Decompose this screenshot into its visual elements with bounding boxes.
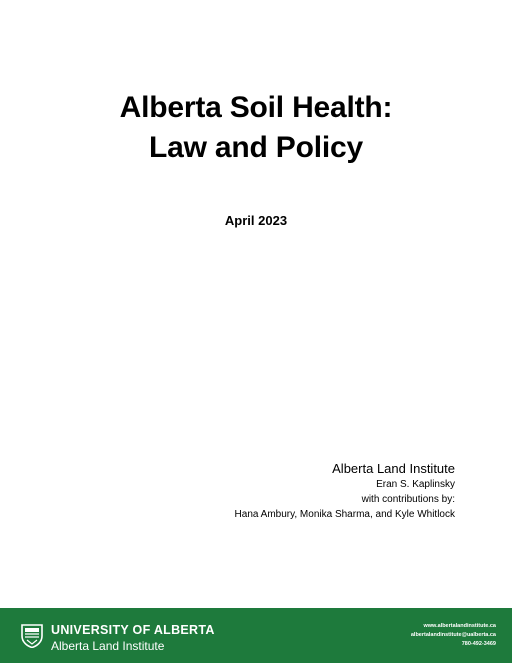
university-crest-icon [21,624,43,648]
publication-date: April 2023 [224,213,288,228]
contact-info [411,622,496,649]
institute-name: Alberta Land Institute [51,639,165,653]
author-line-1: Eran S. Kaplinsky [376,479,455,490]
university-name: UNIVERSITY OF ALBERTA [51,623,215,637]
author-line-2: with contributions by: [361,494,455,505]
author-organization: Alberta Land Institute [332,461,455,476]
footer-bar [0,608,512,663]
document-title [0,88,512,168]
contact-email: albertalandinstitute@ualberta.ca [410,632,496,638]
title-line-2: Law and Policy [149,131,363,164]
title-line-1: Alberta Soil Health: [119,91,393,124]
author-line-3: Hana Ambury, Monika Sharma, and Kyle Whitlock [234,509,455,520]
contact-phone: 780-492-3469 [461,641,496,647]
contact-website: www.albertalandinstitute.ca [423,623,496,629]
author-block [235,460,455,522]
